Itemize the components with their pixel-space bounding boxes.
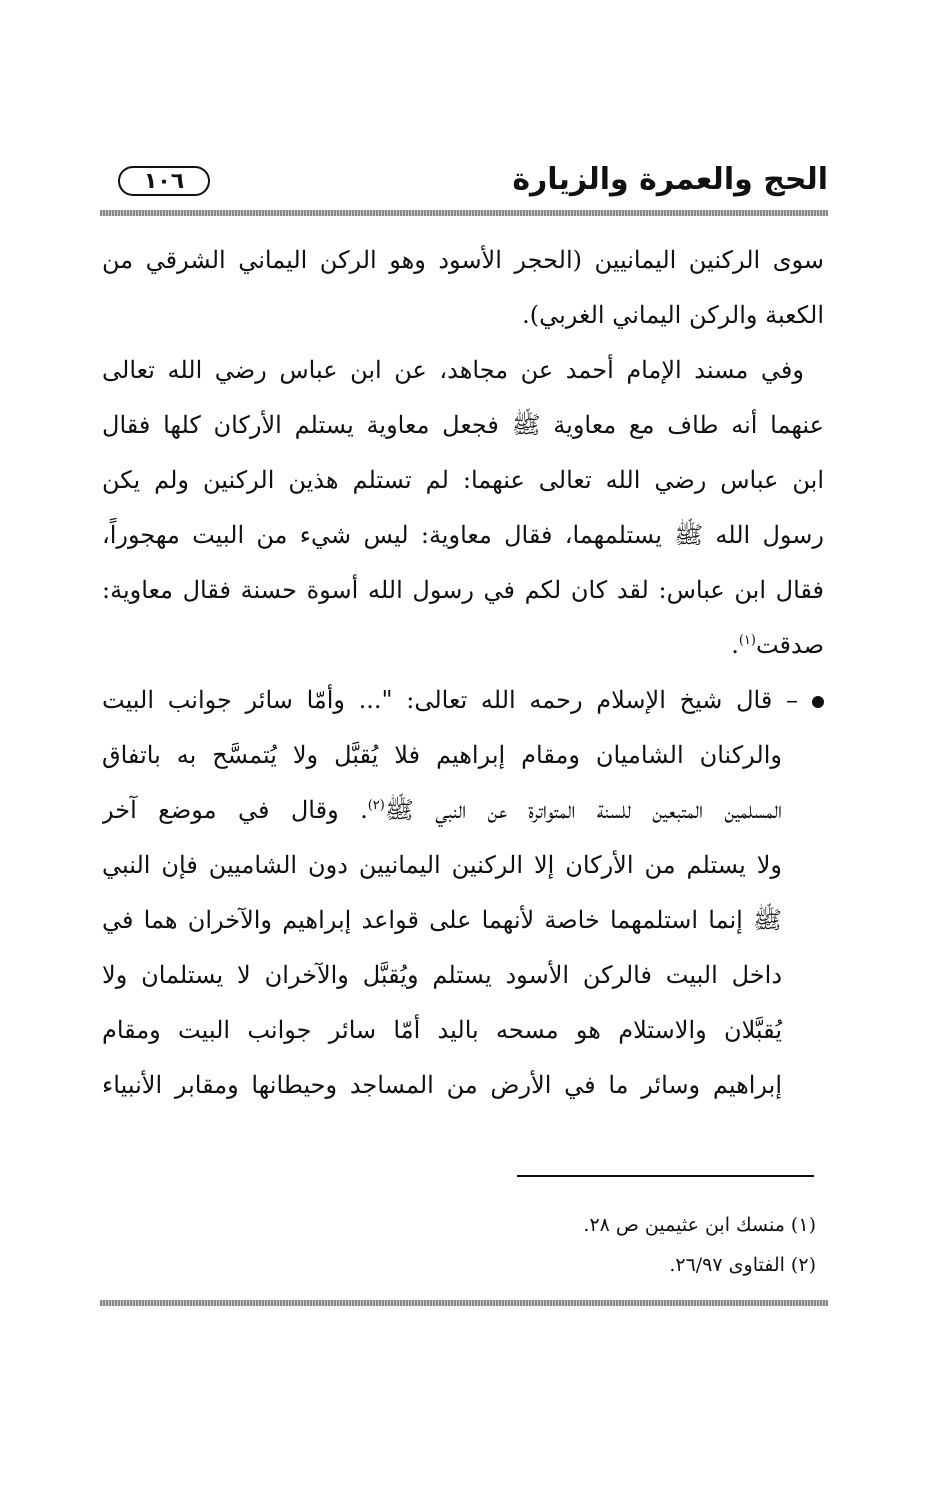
header-rule [100,210,828,216]
text-line: فقال ابن عباس: لقد كان لكم في رسول الله أسوة حسنة فقال معاوية: [102,576,824,604]
text-line [102,783,824,838]
book-title: الحج والعمرة والزيارة [512,162,828,197]
footnotes [500,1205,816,1285]
text-line: إبراهيم وسائر ما في الأرض من المساجد وحيطانها ومقابر الأنبياء [102,1071,783,1099]
text-fragment: صدقت [755,631,824,659]
text-fragment: . وقال في موضع آخر [102,796,368,824]
page-header [100,156,828,208]
text-line: الكعبة والركن اليماني الغربي). [522,301,824,329]
footnote: (٢) الفتاوى ٢٦/٩٧. [669,1254,816,1276]
footnote: (١) منسك ابن عثيمين ص ٢٨. [583,1214,816,1236]
text-line: داخل البيت فالركن الأسود يستلم ويُقبَّل والآخران لا يستلمان ولا [102,961,782,989]
text-line: ابن عباس رضي الله تعالى عنهما: لم تستلم هذين الركنين ولم يكن [102,466,824,494]
footnote-separator [517,1175,814,1177]
text-fragment: المسلمين المتبعين للسنة المتواترة عن النبي ﷺ [384,796,782,824]
bullet-icon [812,696,824,708]
text-line: ﷺ إنما استلمهما خاصة لأنهما على قواعد إبراهيم والآخران هما في [102,906,782,934]
text-line: سوى الركنين اليمانيين (الحجر الأسود وهو الركن اليماني الشرقي من [102,246,824,274]
bullet-item [102,673,824,728]
page-number: ١٠٦ [118,166,210,196]
footnote-ref: (١) [738,633,756,648]
text-line: صدقت$^{(١)}$. [731,631,824,659]
text-line: ولا يستلم من الأركان إلا الركنين اليمانيين دون الشاميين فإن النبي [102,851,782,879]
footnote-ref: (٢) [367,798,385,813]
footer-rule [100,1300,828,1306]
text-line: عنهما أنه طاف مع معاوية ﷺ فجعل معاوية يستلم الأركان كلها فقال [102,411,824,439]
text-line: رسول الله ﷺ يستلمهما، فقال معاوية: ليس شيء من البيت مهجوراً، [102,521,824,549]
text-line: والركنان الشاميان ومقام إبراهيم فلا يُقبَّل ولا يُتمسَّح به باتفاق [102,741,782,769]
text-line: يُقبَّلان والاستلام هو مسحه باليد أمّا سائر جوانب البيت ومقام [102,1016,782,1044]
body-text [102,233,824,1113]
text-fragment: – قال شيخ الإسلام رحمه الله تعالى: "... وأمّا سائر جوانب البيت [102,686,799,714]
text-line: وفي مسند الإمام أحمد عن مجاهد، عن ابن عباس رضي الله تعالى [102,356,804,384]
